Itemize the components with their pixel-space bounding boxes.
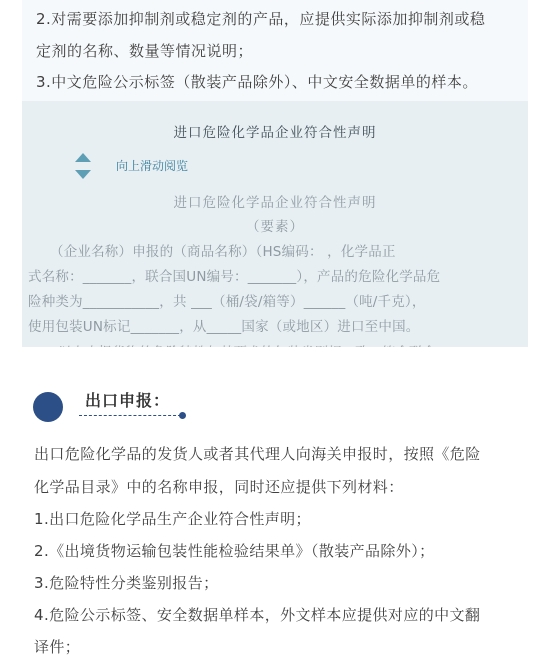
- section-bullet-circle: [33, 392, 63, 422]
- scroll-hint-label: 向上滑动阅览: [116, 159, 189, 173]
- declaration-doc-line: 式名称：_______，联合国UN编号：_______），产品的危险化学品危: [28, 269, 441, 285]
- declaration-doc-line: 险种类为___________，共 ___（桶/袋/箱等）______（吨/千克），: [28, 294, 426, 310]
- export-section-title: 出口申报：: [85, 391, 171, 410]
- export-text-line: 1.出口危险化学品生产企业符合性声明；: [34, 510, 311, 528]
- title-underline: [79, 415, 181, 416]
- export-text-line: 化学品目录》中的名称申报，同时还应提供下列材料：: [34, 478, 404, 496]
- declaration-doc-subtitle: （要素）: [246, 219, 304, 235]
- declaration-doc-line: （企业名称）申报的（商品名称）（HS编码： ，化学品正: [50, 244, 396, 260]
- requirement-line: 3.中文危险公示标签（散装产品除外）、中文安全数据单的样本。: [36, 73, 478, 91]
- scroll-up-down-arrow-icon: [75, 153, 91, 179]
- declaration-scroll-box[interactable]: [22, 101, 528, 347]
- underline-dot: [179, 412, 186, 419]
- declaration-doc-title: 进口危险化学品企业符合性声明: [173, 195, 377, 211]
- export-text-line: 3.危险特性分类鉴别报告；: [34, 574, 219, 592]
- declaration-box-title: 进口危险化学品企业符合性声明: [173, 125, 377, 141]
- export-text-line: 2.《出境货物运输包装性能检验结果单》（散装产品除外）；: [34, 542, 435, 560]
- export-text-line: 4.危险公示标签、安全数据单样本，外文样本应提供对应的中文翻: [34, 606, 481, 624]
- export-text-line: 译件；: [34, 638, 81, 656]
- declaration-doc-line: 使用包装UN标记_______，从_____国家（或地区）进口至中国。: [28, 319, 420, 335]
- requirement-line: 2.对需要添加抑制剂或稳定剂的产品，应提供实际添加抑制剂或稳: [36, 10, 486, 28]
- requirement-line: 定剂的名称、数量等情况说明；: [36, 42, 254, 60]
- export-text-line: 出口危险化学品的发货人或者其代理人向海关申报时，按照《危险: [34, 445, 481, 463]
